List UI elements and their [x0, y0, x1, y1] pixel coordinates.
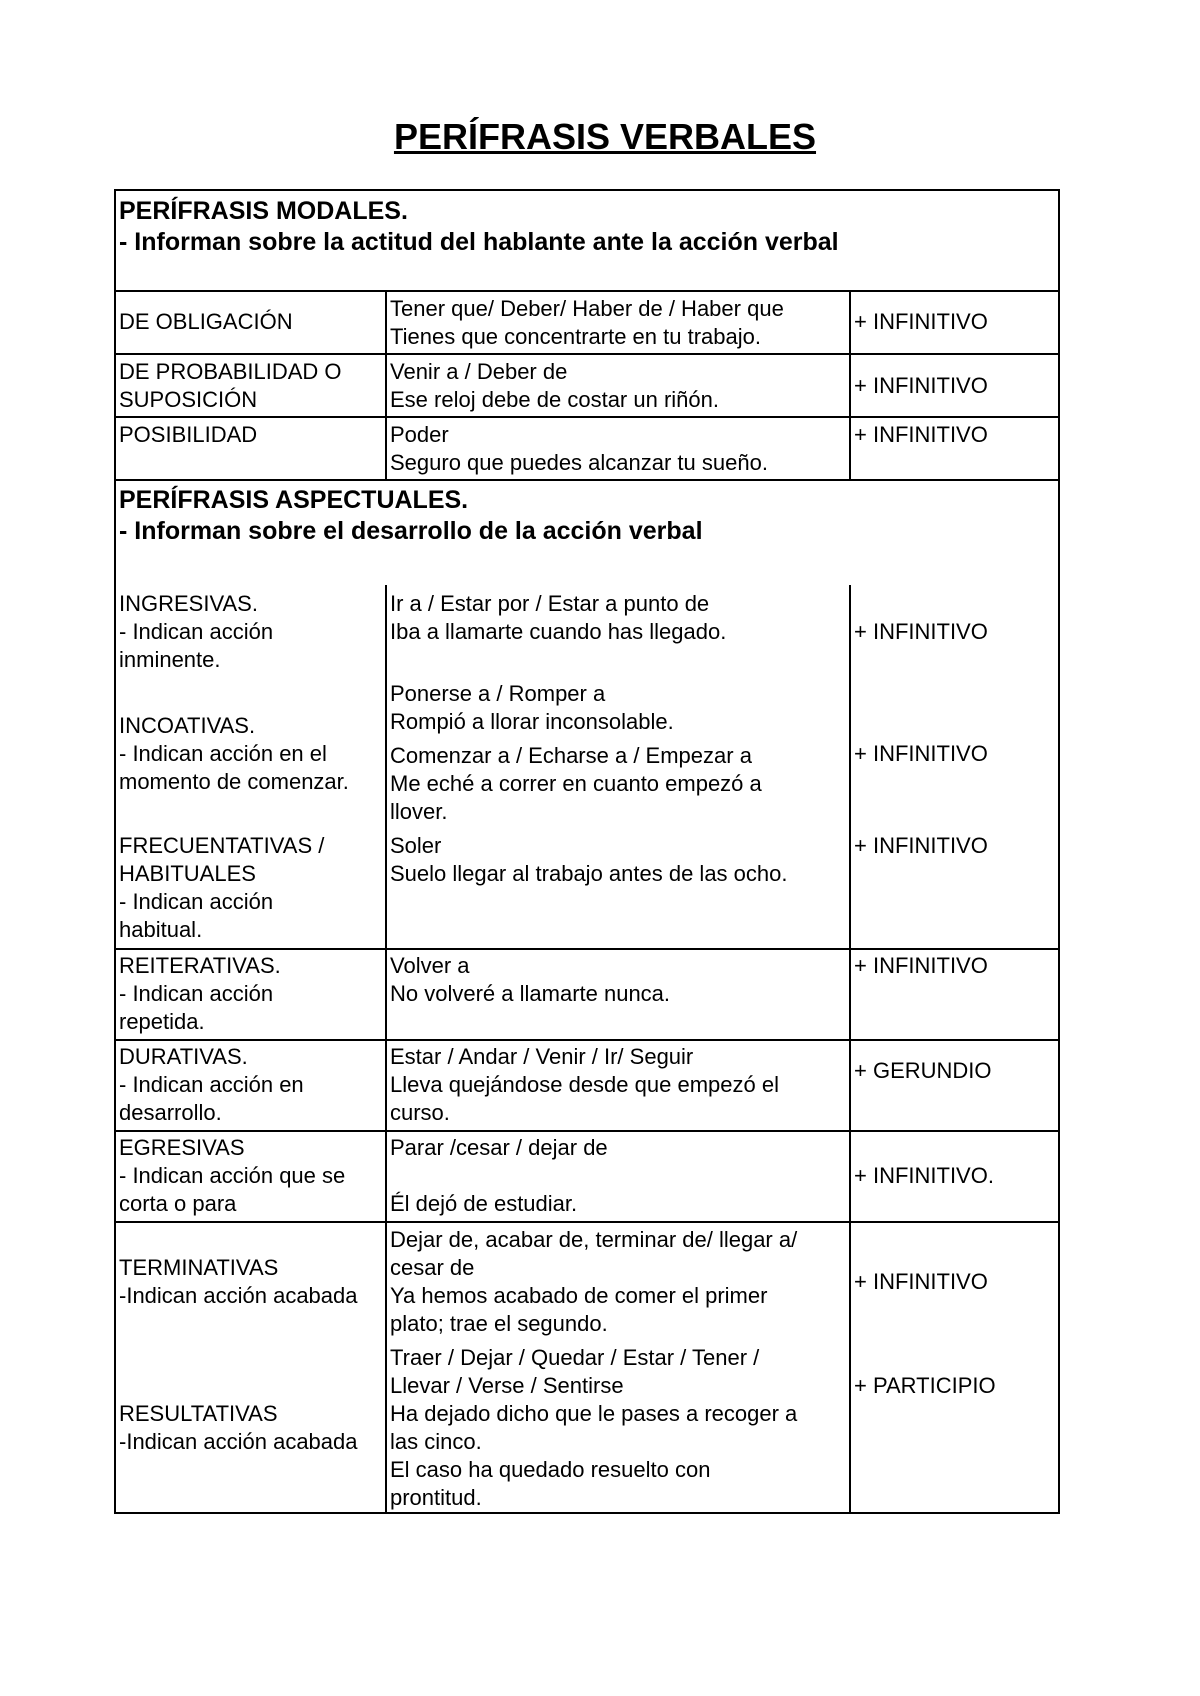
type-cell: RESULTATIVAS [119, 1401, 278, 1426]
section-heading-aspectuales: PERÍFRASIS ASPECTUALES. [119, 486, 469, 514]
forms-cell: Tener que/ Deber/ Haber de / Haber que [390, 296, 784, 321]
type-cell: DURATIVAS. [119, 1044, 248, 1069]
row-sep [114, 416, 1060, 418]
forms-cell: Rompió a llorar inconsolable. [390, 709, 674, 734]
row-sep [114, 948, 1060, 950]
type-cell: DE OBLIGACIÓN [119, 309, 293, 334]
forms-cell: Poder [390, 422, 449, 447]
type-cell: - Indican acción en el [119, 741, 327, 766]
type-cell: desarrollo. [119, 1100, 222, 1125]
forms-cell: las cinco. [390, 1429, 482, 1454]
forms-cell: Llevar / Verse / Sentirse [390, 1373, 624, 1398]
forms-cell: llover. [390, 799, 448, 824]
type-cell: TERMINATIVAS [119, 1255, 279, 1280]
forms-cell: Ponerse a / Romper a [390, 681, 606, 706]
forms-cell: Estar / Andar / Venir / Ir/ Seguir [390, 1044, 694, 1069]
type-cell: -Indican acción acabada [119, 1429, 358, 1454]
type-cell: inminente. [119, 647, 221, 672]
section-heading-modales: PERÍFRASIS MODALES. [119, 197, 408, 225]
forms-cell: Me eché a correr en cuanto empezó a [390, 771, 762, 796]
forms-cell: Comenzar a / Echarse a / Empezar a [390, 743, 752, 768]
table-border-top [114, 189, 1060, 191]
suffix-cell: + INFINITIVO [854, 953, 988, 978]
suffix-cell: + INFINITIVO [854, 1269, 988, 1294]
suffix-cell: + INFINITIVO [854, 833, 988, 858]
suffix-cell: + INFINITIVO [854, 741, 988, 766]
type-cell: momento de comenzar. [119, 769, 349, 794]
row-sep [114, 1039, 1060, 1041]
row-sep [114, 1130, 1060, 1132]
row-sep-modales-header [114, 290, 1060, 292]
forms-cell: Ir a / Estar por / Estar a punto de [390, 591, 710, 616]
forms-cell: Volver a [390, 953, 470, 978]
table-border-left [114, 189, 116, 1514]
suffix-cell: + GERUNDIO [854, 1058, 992, 1083]
type-cell: REITERATIVAS. [119, 953, 281, 978]
type-cell: HABITUALES [119, 861, 256, 886]
suffix-cell: + INFINITIVO [854, 309, 988, 334]
type-cell: SUPOSICIÓN [119, 387, 258, 412]
forms-cell: plato; trae el segundo. [390, 1311, 608, 1336]
type-cell: FRECUENTATIVAS / [119, 833, 325, 858]
row-sep [114, 1221, 1060, 1223]
suffix-cell: + INFINITIVO [854, 422, 988, 447]
suffix-cell: + INFINITIVO. [854, 1163, 994, 1188]
type-cell: corta o para [119, 1191, 237, 1216]
forms-cell: curso. [390, 1100, 450, 1125]
forms-cell: Ese reloj debe de costar un riñón. [390, 387, 719, 412]
type-cell: - Indican acción que se [119, 1163, 346, 1188]
section-subheading-aspectuales: - Informan sobre el desarrollo de la acción verbal [119, 517, 703, 545]
col-sep-1-modales [385, 290, 387, 480]
forms-cell: prontitud. [390, 1485, 482, 1510]
forms-cell: Lleva quejándose desde que empezó el [390, 1072, 779, 1097]
forms-cell: Parar /cesar / dejar de [390, 1135, 608, 1160]
forms-cell: No volveré a llamarte nunca. [390, 981, 671, 1006]
row-sep-aspectuales-header [114, 479, 1060, 481]
suffix-cell: + INFINITIVO [854, 619, 988, 644]
forms-cell: Dejar de, acabar de, terminar de/ llegar a/ [390, 1227, 798, 1252]
type-cell: POSIBILIDAD [119, 422, 258, 447]
table-border-bottom [114, 1512, 1060, 1514]
page-title: PERÍFRASIS VERBALES [393, 116, 817, 157]
type-cell: - Indican acción [119, 619, 274, 644]
section-subheading-modales: - Informan sobre la actitud del hablante ante la acción verbal [119, 228, 839, 256]
type-cell: EGRESIVAS [119, 1135, 245, 1160]
forms-cell: Iba a llamarte cuando has llegado. [390, 619, 727, 644]
forms-cell: Seguro que puedes alcanzar tu sueño. [390, 450, 768, 475]
type-cell: - Indican acción en [119, 1072, 304, 1097]
col-sep-2-aspectuales [849, 585, 851, 1514]
forms-cell: Tienes que concentrarte en tu trabajo. [390, 324, 761, 349]
table-border-right [1058, 189, 1060, 1514]
forms-cell: El caso ha quedado resuelto con [390, 1457, 711, 1482]
forms-cell: Suelo llegar al trabajo antes de las ocho. [390, 861, 788, 886]
type-cell: INGRESIVAS. [119, 591, 258, 616]
type-cell: habitual. [119, 917, 203, 942]
type-cell: INCOATIVAS. [119, 713, 256, 738]
col-sep-2-modales [849, 290, 851, 480]
forms-cell: Ya hemos acabado de comer el primer [390, 1283, 768, 1308]
forms-cell: Soler [390, 833, 442, 858]
forms-cell: Él dejó de estudiar. [390, 1191, 578, 1216]
suffix-cell: + PARTICIPIO [854, 1373, 996, 1398]
forms-cell: cesar de [390, 1255, 475, 1280]
suffix-cell: + INFINITIVO [854, 373, 988, 398]
row-sep [114, 353, 1060, 355]
type-cell: - Indican acción [119, 889, 274, 914]
type-cell: repetida. [119, 1009, 205, 1034]
forms-cell: Venir a / Deber de [390, 359, 568, 384]
type-cell: DE PROBABILIDAD O [119, 359, 342, 384]
col-sep-1-aspectuales [385, 585, 387, 1514]
forms-cell: Ha dejado dicho que le pases a recoger a [390, 1401, 798, 1426]
type-cell: -Indican acción acabada [119, 1283, 358, 1308]
type-cell: - Indican acción [119, 981, 274, 1006]
forms-cell: Traer / Dejar / Quedar / Estar / Tener / [390, 1345, 760, 1370]
